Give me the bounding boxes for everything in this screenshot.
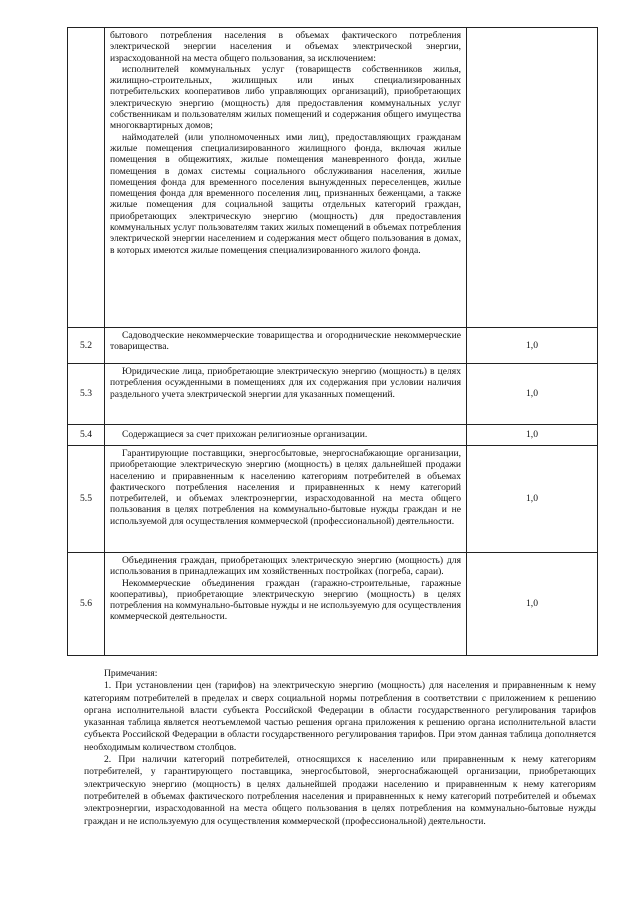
row-description	[105, 446, 467, 553]
row-coefficient: 1,0	[467, 553, 598, 656]
paragraph: Гарантирующие поставщики, энергосбытовые, энергоснабжающие организации, приобретающие электрическую энергию (мощность) в целях дальнейшей продажи населению и приравненным к населению категориям потребителей в объемах фактического потребления населения и приравненных к нему категорий потребителей, и объемах электроэнергии, израсходованной на места общего пользования в целях потребления на коммунально-бытовые нужды граждан и не используемой для осуществления коммерческой (профессиональной) деятельности.	[110, 448, 461, 527]
row-number: 5.5	[68, 446, 105, 553]
note-item: 2. При наличии категорий потребителей, относящихся к населению или приравненным к нему категориям потребителей, у гарантирующего поставщика, энергосбытовой, энергоснабжающей организации, приобретающих электрическую энергию (мощность) в целях дальнейшей продажи населению и приравненным к нему категориям потребителей в объемах фактического потребления населения и приравненных к нему категорий потребителей и объемах электроэнергии, израсходованной на места общего пользования в целях потребления на коммунально-бытовые нужды граждан и не используемую для осуществления коммерческой (профессиональной) деятельности.	[84, 754, 596, 827]
row-number: 5.6	[68, 553, 105, 656]
paragraph: наймодателей (или уполномоченных ими лиц), предоставляющих гражданам жилые помещения специализированного жилищного фонда, включая жилые помещения в общежитиях, жилые помещения маневренного фонда, жилые помещения в домах системы социального обслуживания населения, жилые помещения фонда для временного поселения вынужденных переселенцев, жилые помещения фонда для временного поселения лиц, признанных беженцами, а также жилые помещения для социальной защиты отдельных категорий граждан, приобретающих электрическую энергию (мощность) для предоставления коммунальных услуг пользователям таких жилых помещений в объемах потребления электрической энергии населением и содержания мест общего пользования в домах, в которых имеются жилые помещения специализированного жилого фонда.	[110, 131, 461, 256]
table-row	[68, 553, 598, 656]
row-coefficient: 1,0	[467, 446, 598, 553]
paragraph: Содержащиеся за счет прихожан религиозные организации.	[122, 428, 368, 440]
row-description	[105, 328, 467, 364]
row-number: 5.2	[68, 328, 105, 364]
row-coefficient: 1,0	[467, 425, 598, 446]
row-description	[105, 425, 467, 446]
row-coefficient: 1,0	[467, 328, 598, 364]
table-row	[68, 328, 598, 364]
tariff-categories-table	[67, 27, 598, 656]
notes-section	[84, 668, 596, 828]
row-coefficient: 1,0	[467, 364, 598, 425]
table-row	[68, 425, 598, 446]
table-row	[68, 364, 598, 425]
paragraph: Объединения граждан, приобретающих электрическую энергию (мощность) для использования в принадлежащих им хозяйственных постройках (погреба, сараи).	[110, 555, 461, 578]
paragraph: Некоммерческие объединения граждан (гаражно-строительные, гаражные кооперативы), приобретающие электрическую энергию (мощность) в целях потребления на коммунально-бытовые нужды и не используемую для осуществления коммерческой деятельности.	[110, 577, 461, 623]
table-row	[68, 446, 598, 553]
row-description	[105, 553, 467, 656]
table-row	[68, 28, 598, 328]
paragraph: бытового потребления населения в объемах фактического потребления электрической энергии населения и объемах электрической энергии, израсходованной на места общего пользования, за исключением:	[110, 30, 461, 64]
notes-title: Примечания:	[104, 668, 158, 679]
row-description	[105, 364, 467, 425]
row-number	[68, 28, 105, 328]
paragraph: Юридические лица, приобретающие электрическую энергию (мощность) в целях потребления осужденными в помещениях для их содержания при условии наличия раздельного учета электрической энергии для указанных помещений.	[110, 366, 461, 400]
note-item: 1. При установлении цен (тарифов) на электрическую энергию (мощность) для населения и приравненным к нему категориям потребителей в пределах и сверх социальной нормы потребления в соответствии с приложением к решению органа исполнительной власти субъекта Российской Федерации в области государственного регулирования тарифов указанная таблица является неотъемлемой частью решения органа приложения к решению органа исполнительной власти субъекта Российской Федерации в области государственного регулирования тарифов. При этом данная таблица дополняется необходимым количеством столбцов.	[84, 680, 596, 753]
row-description	[105, 28, 467, 328]
paragraph: исполнителей коммунальных услуг (товариществ собственников жилья, жилищно-строительных, жилищных или иных специализированных потребительских кооперативов либо управляющих организаций), приобретающих электрическую энергию (мощность) для предоставления коммунальных услуг собственникам и пользователям жилых помещений и содержания общего имущества многоквартирных домов;	[110, 63, 461, 132]
row-number: 5.3	[68, 364, 105, 425]
row-coefficient	[467, 28, 598, 328]
row-number: 5.4	[68, 425, 105, 446]
paragraph: Садоводческие некоммерческие товарищества и огороднические некоммерческие товарищества.	[110, 330, 461, 353]
